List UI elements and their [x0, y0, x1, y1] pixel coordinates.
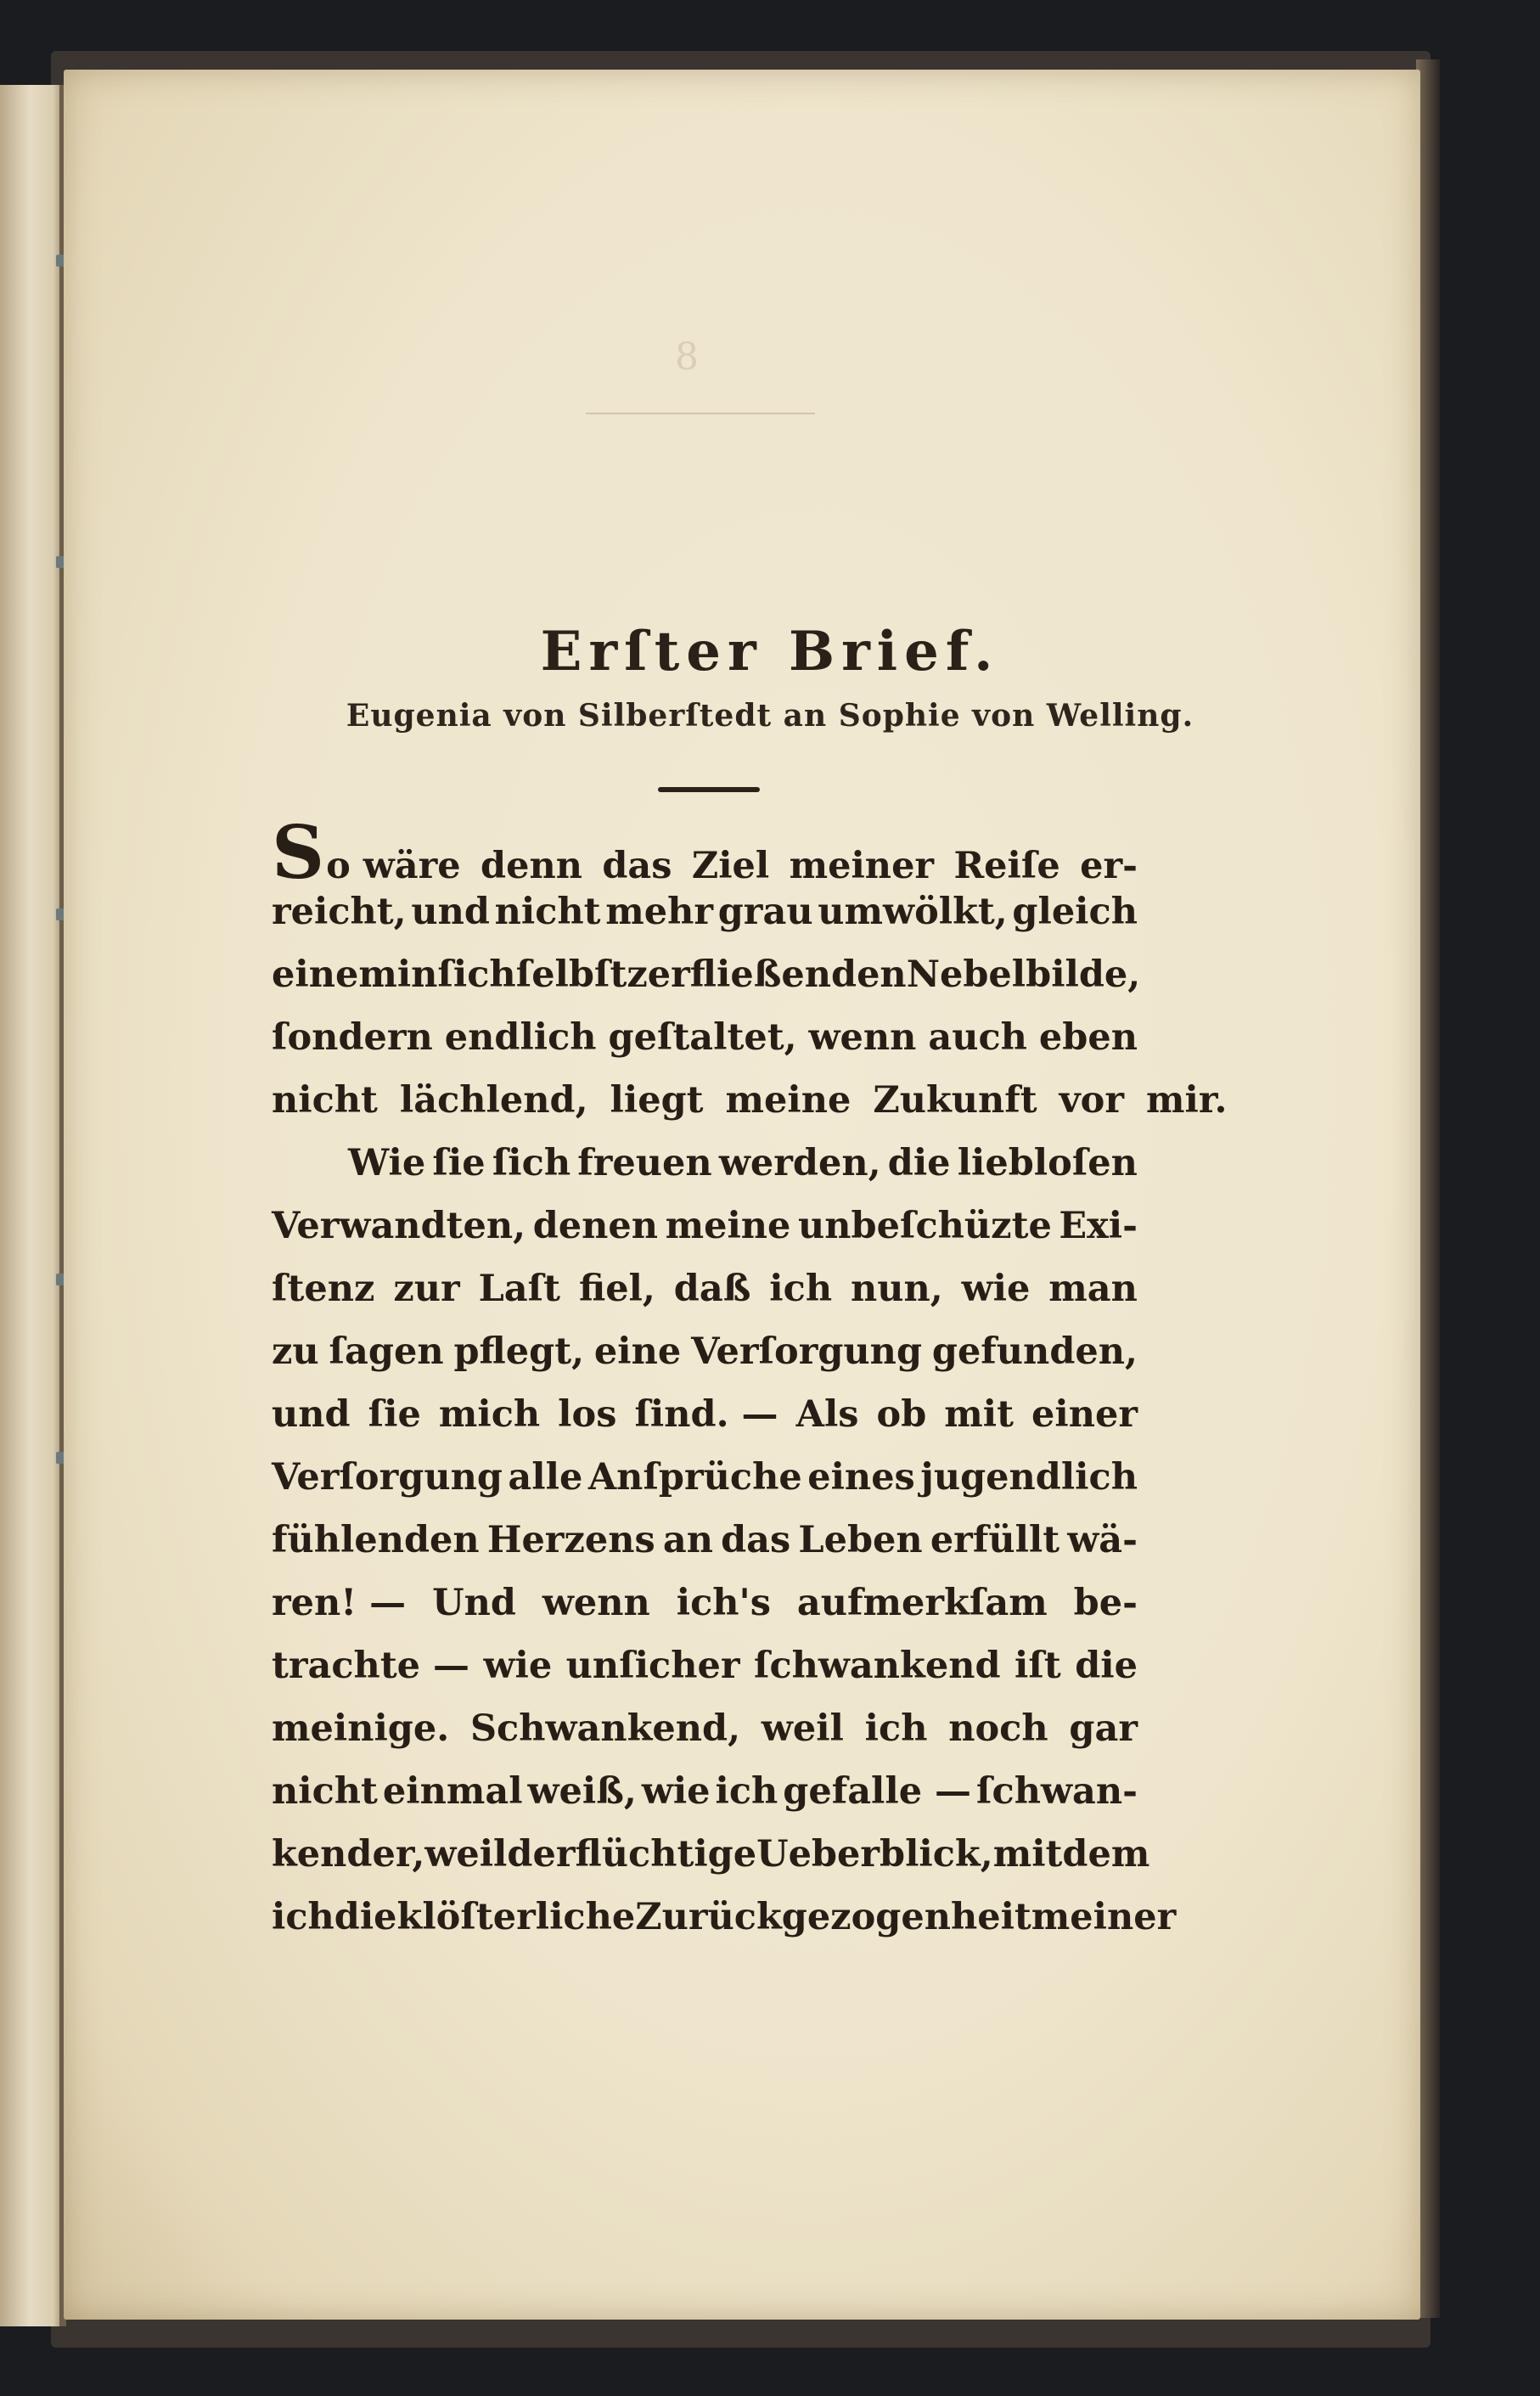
- letter-body: [272, 810, 1228, 1959]
- word: ſich: [437, 953, 516, 996]
- word: ich: [715, 1770, 778, 1813]
- text-line: [272, 1770, 1138, 1833]
- text-line: [272, 1142, 1138, 1205]
- word: auch: [928, 1016, 1027, 1059]
- word: und: [411, 891, 490, 933]
- word: zerfließenden: [627, 953, 907, 996]
- word: Reiſe: [953, 845, 1060, 887]
- word: ſind. —: [634, 1393, 778, 1436]
- word: die: [334, 1896, 397, 1938]
- word: weil: [761, 1707, 844, 1750]
- word: mehr: [605, 891, 714, 933]
- word: unſicher: [565, 1645, 740, 1687]
- word: liegt: [610, 1079, 704, 1122]
- text-line: [272, 1896, 1177, 1959]
- word: los: [558, 1393, 617, 1436]
- word: Verwandten,: [272, 1205, 526, 1247]
- word: ſie: [432, 1142, 486, 1184]
- word: gefalle —: [783, 1770, 972, 1813]
- show-through-page-number: 8: [675, 335, 699, 379]
- word: trachte —: [272, 1645, 470, 1687]
- word: eben: [1038, 1016, 1138, 1059]
- word: er-: [1080, 845, 1138, 887]
- word: fühlenden: [272, 1519, 480, 1561]
- word: Leben: [798, 1519, 923, 1561]
- word: zu: [272, 1330, 319, 1373]
- word: ich: [272, 1896, 334, 1938]
- word: mir.: [1146, 1079, 1228, 1122]
- word: o wäre: [326, 845, 461, 887]
- word: werden,: [718, 1142, 881, 1184]
- word: nicht: [272, 1079, 378, 1122]
- word: Wie: [348, 1142, 426, 1184]
- word: ſich: [492, 1142, 571, 1184]
- word: grau: [717, 891, 813, 933]
- word: Herzens: [486, 1519, 655, 1561]
- word: ich: [864, 1707, 928, 1750]
- word: ſondern: [272, 1016, 433, 1059]
- word: Anſprüche: [587, 1456, 802, 1499]
- word: zur: [393, 1268, 460, 1310]
- word: ſagen: [329, 1330, 444, 1373]
- word: ich: [769, 1268, 833, 1310]
- word: weil: [424, 1833, 508, 1876]
- word: ich's: [676, 1582, 771, 1624]
- word: gleich: [1012, 891, 1138, 933]
- text-line: [272, 810, 1138, 896]
- title-separator-rule: [658, 787, 760, 792]
- chapter-subtitle: Eugenia von Silberſtedt an Sophie von Welling.: [346, 698, 1194, 734]
- word: vor: [1059, 1079, 1124, 1122]
- show-through-rule: [586, 413, 815, 414]
- word: ob: [876, 1393, 927, 1436]
- word: wenn: [542, 1582, 650, 1624]
- word: umwölkt,: [818, 891, 1008, 933]
- word: pflegt,: [453, 1330, 585, 1373]
- word: ſtenz: [272, 1268, 375, 1310]
- word: daß: [673, 1268, 751, 1310]
- word: in: [396, 953, 438, 996]
- word: nun,: [850, 1268, 943, 1310]
- word: Exi-: [1059, 1205, 1138, 1247]
- word: mich: [438, 1393, 541, 1436]
- word: man: [1048, 1268, 1138, 1310]
- text-line: [272, 1707, 1138, 1770]
- word: denen: [532, 1205, 658, 1247]
- word: iſt: [1014, 1645, 1061, 1687]
- text-line: [272, 1645, 1138, 1707]
- chapter-title: Erſter Brief.: [540, 620, 1000, 683]
- word: Ueberblick,: [756, 1833, 993, 1876]
- word: flüchtige: [575, 1833, 757, 1876]
- word: die: [887, 1142, 951, 1184]
- word: gefunden,: [931, 1330, 1138, 1373]
- word: Verſorgung: [691, 1330, 923, 1373]
- text-line: [272, 1205, 1138, 1268]
- word: ſie: [368, 1393, 421, 1436]
- word: wie: [641, 1770, 711, 1813]
- word: meiner: [789, 845, 935, 887]
- word: an: [662, 1519, 713, 1561]
- word: ren! —: [272, 1582, 407, 1624]
- word: dem: [1062, 1833, 1150, 1876]
- word: erfüllt: [930, 1519, 1060, 1561]
- word: wä-: [1067, 1519, 1138, 1561]
- word: Zukunft: [873, 1079, 1037, 1122]
- word: ſchwankend: [753, 1645, 1001, 1687]
- word: Ziel: [691, 845, 770, 887]
- word: eines: [807, 1456, 915, 1499]
- text-line: [272, 1833, 1150, 1896]
- word: klöſterliche: [396, 1896, 636, 1938]
- word: ſelbſt: [515, 953, 627, 996]
- word: mit: [944, 1393, 1014, 1436]
- word: ſchwan-: [976, 1770, 1138, 1813]
- word: das: [602, 845, 672, 887]
- text-line: [272, 1330, 1138, 1393]
- word: geſtaltet,: [608, 1016, 797, 1059]
- word: der: [507, 1833, 576, 1876]
- word: das: [721, 1519, 791, 1561]
- drop-cap: S: [272, 810, 325, 896]
- word: fiel,: [578, 1268, 655, 1310]
- word: Schwankend,: [469, 1707, 741, 1750]
- word: wie: [961, 1268, 1031, 1310]
- word: denn: [481, 845, 582, 887]
- word: meine: [665, 1205, 791, 1247]
- word: die: [1075, 1645, 1138, 1687]
- text-line: [272, 1079, 1228, 1142]
- word: lächlend,: [399, 1079, 588, 1122]
- word: alle: [508, 1456, 583, 1499]
- text-line: [272, 891, 1138, 953]
- word: meinige.: [272, 1707, 450, 1750]
- word: Nebelbilde,: [906, 953, 1141, 996]
- word: mit: [992, 1833, 1063, 1876]
- word: aufmerkſam: [796, 1582, 1048, 1624]
- word: Zurückgezogenheit: [635, 1896, 1031, 1938]
- word: endlich: [444, 1016, 597, 1059]
- word: wie: [483, 1645, 553, 1687]
- word: liebloſen: [957, 1142, 1138, 1184]
- text-line: [272, 1456, 1138, 1519]
- word: noch: [948, 1707, 1048, 1750]
- word: Als: [795, 1393, 859, 1436]
- word: gar: [1069, 1707, 1138, 1750]
- word: einem: [272, 953, 397, 996]
- word: wenn: [808, 1016, 917, 1059]
- word: eine: [593, 1330, 682, 1373]
- word: unbeſchüzte: [798, 1205, 1052, 1247]
- word: Verſorgung: [272, 1456, 503, 1499]
- word: und: [272, 1393, 351, 1436]
- word: jugendlich: [920, 1456, 1138, 1499]
- word: einer: [1031, 1393, 1138, 1436]
- text-line: [272, 953, 1141, 1016]
- word: nicht: [494, 891, 601, 933]
- text-line: [272, 1393, 1138, 1456]
- word: weiß,: [527, 1770, 637, 1813]
- word: meine: [725, 1079, 851, 1122]
- word: Laſt: [478, 1268, 561, 1310]
- word: einmal: [382, 1770, 523, 1813]
- word: be-: [1073, 1582, 1138, 1624]
- text-line: [272, 1582, 1138, 1645]
- text-line: [272, 1016, 1138, 1079]
- word: freuen: [577, 1142, 712, 1184]
- word: nicht: [272, 1770, 378, 1813]
- text-line: [272, 1268, 1138, 1330]
- text-line: [272, 1519, 1138, 1582]
- word: reicht,: [272, 891, 407, 933]
- word: kender,: [272, 1833, 425, 1876]
- left-page-edge: [0, 85, 66, 2326]
- word: meiner: [1031, 1896, 1177, 1938]
- word: Und: [432, 1582, 516, 1624]
